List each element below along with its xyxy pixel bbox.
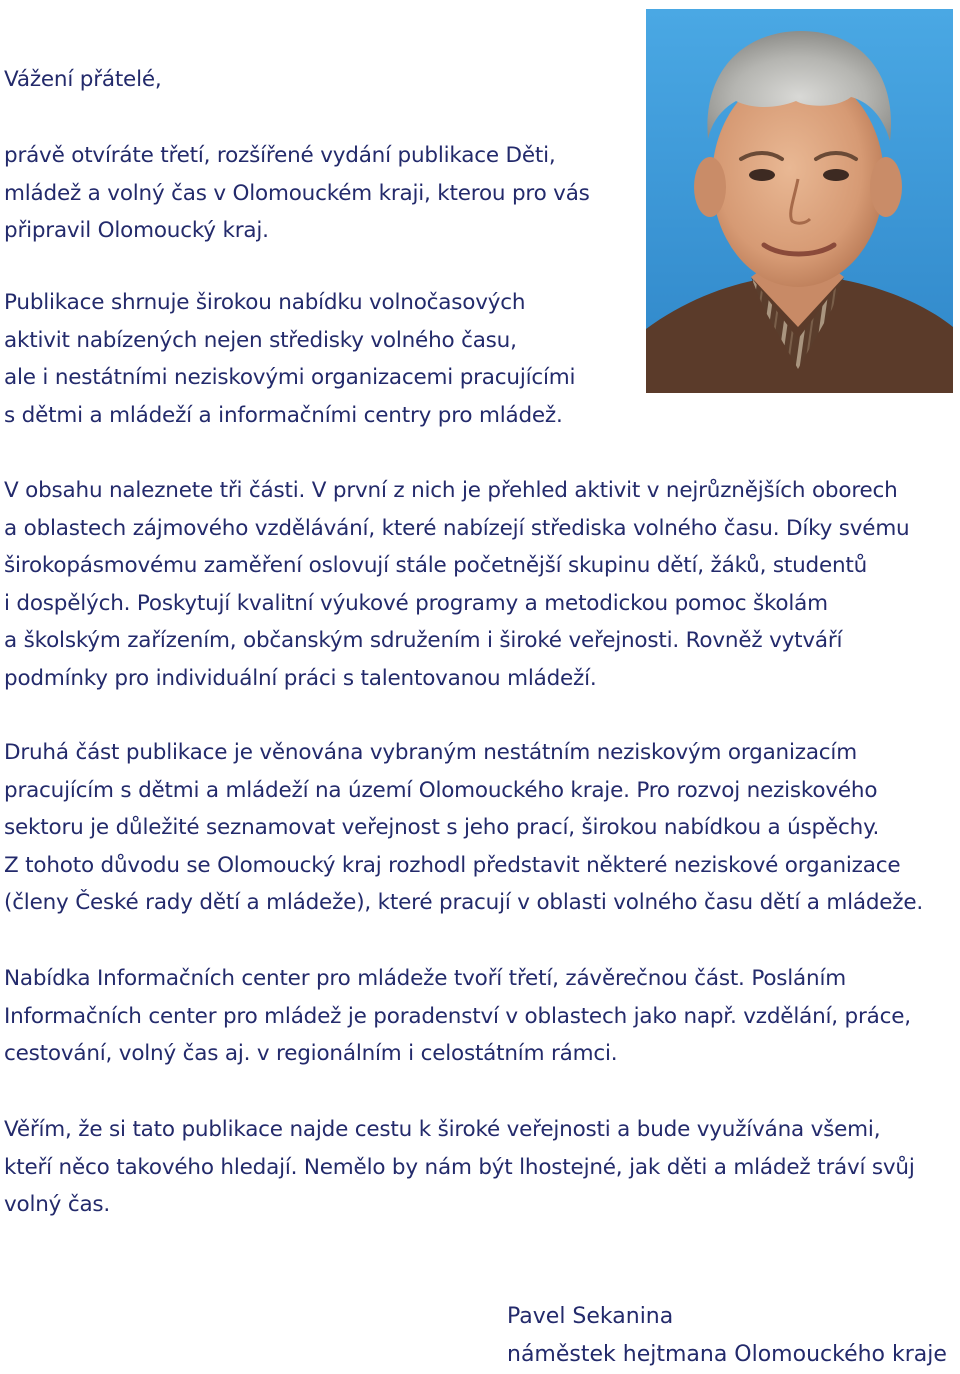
text-line: i dospělých. Poskytují kvalitní výukové programy a metodickou pomoc školám bbox=[4, 590, 828, 616]
portrait-illustration bbox=[646, 9, 953, 393]
author-portrait-photo bbox=[646, 9, 953, 393]
summary-paragraph bbox=[4, 284, 575, 434]
text-line: podmínky pro individuální práci s talentovanou mládeží. bbox=[4, 665, 597, 691]
text-line: Nabídka Informačních center pro mládeže tvoří třetí, závěrečnou část. Posláním bbox=[4, 966, 846, 991]
text-line: kteří něco takového hledají. Nemělo by nám být lhostejné, jak děti a mládež tráví svůj bbox=[4, 1154, 915, 1180]
closing-paragraph bbox=[4, 1111, 915, 1224]
intro-paragraph bbox=[4, 137, 590, 250]
text-line: Publikace shrnuje širokou nabídku volnočasových bbox=[4, 290, 526, 315]
text-line: volný čas. bbox=[4, 1192, 111, 1218]
text-line: aktivit nabízených nejen středisky volného času, bbox=[4, 327, 517, 353]
greeting bbox=[4, 61, 162, 99]
text-line: sektoru je důležité seznamovat veřejnost s jeho prací, širokou nabídkou a úspěchy. bbox=[4, 815, 880, 841]
text-line: Druhá část publikace je věnována vybraným nestátním neziskovým organizacím bbox=[4, 740, 857, 765]
part1-paragraph bbox=[4, 472, 910, 698]
signature-block bbox=[507, 1298, 947, 1374]
text-line: V obsahu naleznete tři části. V první z nich je přehled aktivit v nejrůznějších oborech bbox=[4, 478, 898, 503]
text-line: a školským zařízením, občanským sdružením i široké veřejnosti. Rovněž vytváří bbox=[4, 628, 843, 654]
text-line: cestování, volný čas aj. v regionálním i celostátním rámci. bbox=[4, 1041, 618, 1067]
text-line: Věřím, že si tato publikace najde cestu k široké veřejnosti a bude využívána všemi, bbox=[4, 1117, 881, 1142]
greeting-line: Vážení přátelé, bbox=[4, 67, 162, 92]
text-line: mládež a volný čas v Olomouckém kraji, kterou pro vás bbox=[4, 180, 590, 206]
part2-paragraph bbox=[4, 734, 923, 922]
signature-title: náměstek hejtmana Olomouckého kraje bbox=[507, 1342, 947, 1367]
text-line: (členy České rady dětí a mládeže), které pracují v oblasti volného času dětí a mládeže. bbox=[4, 890, 924, 916]
text-line: ale i nestátními neziskovými organizacemi pracujícími bbox=[4, 365, 576, 391]
text-line: Z tohoto důvodu se Olomoucký kraj rozhodl představit některé neziskové organizace bbox=[4, 852, 901, 878]
text-line: s dětmi a mládeží a informačními centry pro mládež. bbox=[4, 402, 563, 428]
part3-paragraph bbox=[4, 960, 911, 1073]
text-line: a oblastech zájmového vzdělávání, které nabízejí střediska volného času. Díky svému bbox=[4, 515, 910, 541]
text-line: Informačních center pro mládež je poradenství v oblastech jako např. vzdělání, práce, bbox=[4, 1003, 911, 1029]
text-line: pracujícím s dětmi a mládeží na území Olomouckého kraje. Pro rozvoj neziskového bbox=[4, 777, 878, 803]
signature-name: Pavel Sekanina bbox=[507, 1304, 674, 1329]
text-line: právě otvíráte třetí, rozšířené vydání publikace Děti, bbox=[4, 143, 556, 168]
text-line: širokopásmovému zaměření oslovují stále početnější skupinu dětí, žáků, studentů bbox=[4, 553, 868, 579]
text-line: připravil Olomoucký kraj. bbox=[4, 218, 269, 244]
